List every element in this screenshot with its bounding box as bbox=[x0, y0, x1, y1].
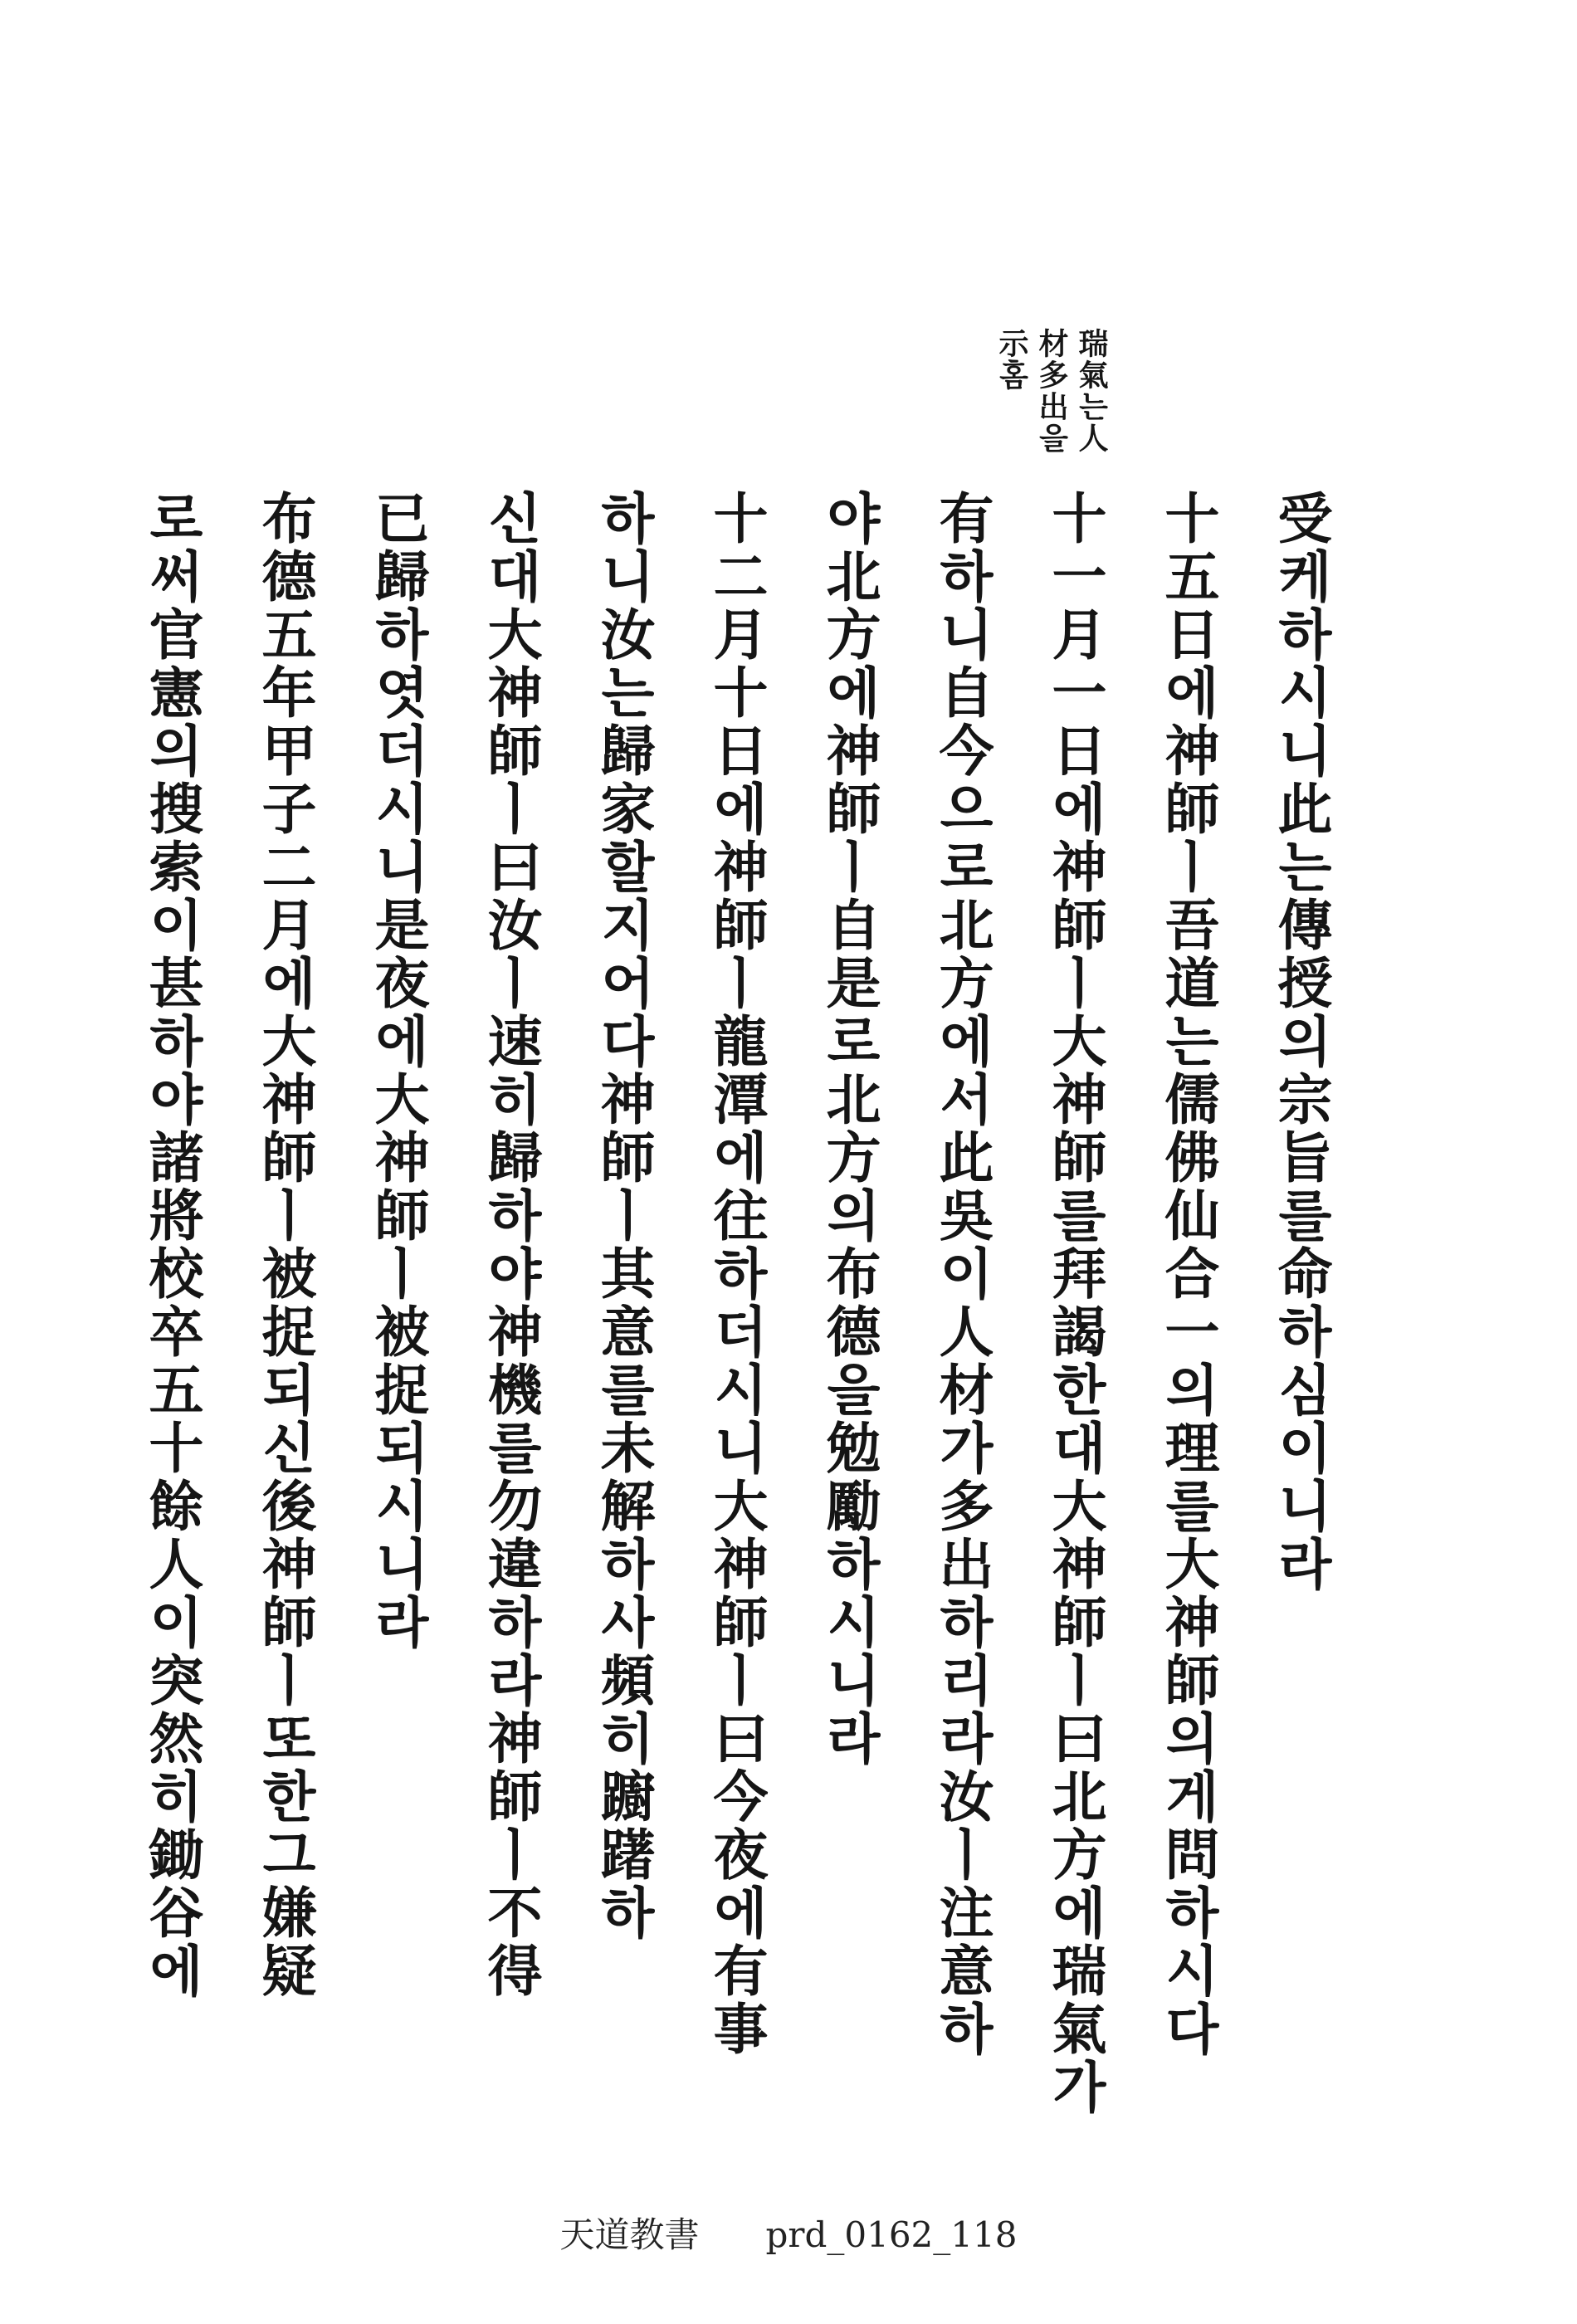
text-column-11: 로써官憲의搜索이甚하야諸將校卒五十餘人이突然히鋤谷에 bbox=[139, 490, 204, 2000]
page-footer bbox=[0, 2208, 1577, 2258]
text-column-6: 十二月十日에神師ㅣ龍潭에往하더시니大神師ㅣ曰今夜에有事 bbox=[704, 490, 769, 2058]
marginal-note-line-2: 材多出을 bbox=[1034, 328, 1069, 454]
page-identifier: prd_0162_118 bbox=[765, 2214, 1018, 2255]
text-column-10: 布德五年甲子二月에大神師ㅣ被捉되신後神師ㅣ또한그嫌疑 bbox=[252, 490, 317, 2000]
collection-title: 天道教書 bbox=[559, 2214, 700, 2255]
text-column-9: 已歸하엿더시니是夜에大神師ㅣ被捉되시니라 bbox=[365, 490, 430, 1652]
text-column-2: 十五日에神師ㅣ吾道는儒佛仙合一의理를大神師의게問하시다 bbox=[1155, 490, 1220, 2058]
marginal-note-line-3: 示홈 bbox=[994, 328, 1029, 391]
text-column-7: 하니汝는歸家할지어다神師ㅣ其意를未解하사頻히躕躇하 bbox=[591, 490, 656, 1942]
text-column-5: 야北方에神師ㅣ自是로北方의布德을勉勵하시니라 bbox=[817, 490, 881, 1768]
vertical-text-block bbox=[86, 490, 1333, 2116]
marginal-note-line-1: 瑞氣는人 bbox=[1074, 328, 1109, 454]
text-column-8: 신대大神師ㅣ曰汝ㅣ速히歸하야神機를勿違하라神師ㅣ不得 bbox=[478, 490, 543, 2000]
text-column-4: 有하니自今으로北方에서此吳이人材가多出하리라汝ㅣ注意하 bbox=[930, 490, 994, 2058]
text-column-3: 十一月一日에神師ㅣ大神師를拜謁한대大神師ㅣ曰北方에瑞氣가 bbox=[1042, 490, 1107, 2116]
marginal-note bbox=[992, 328, 1109, 454]
text-column-1: 受케하시니此는傳授의宗旨를命하심이니라 bbox=[1268, 490, 1333, 1594]
